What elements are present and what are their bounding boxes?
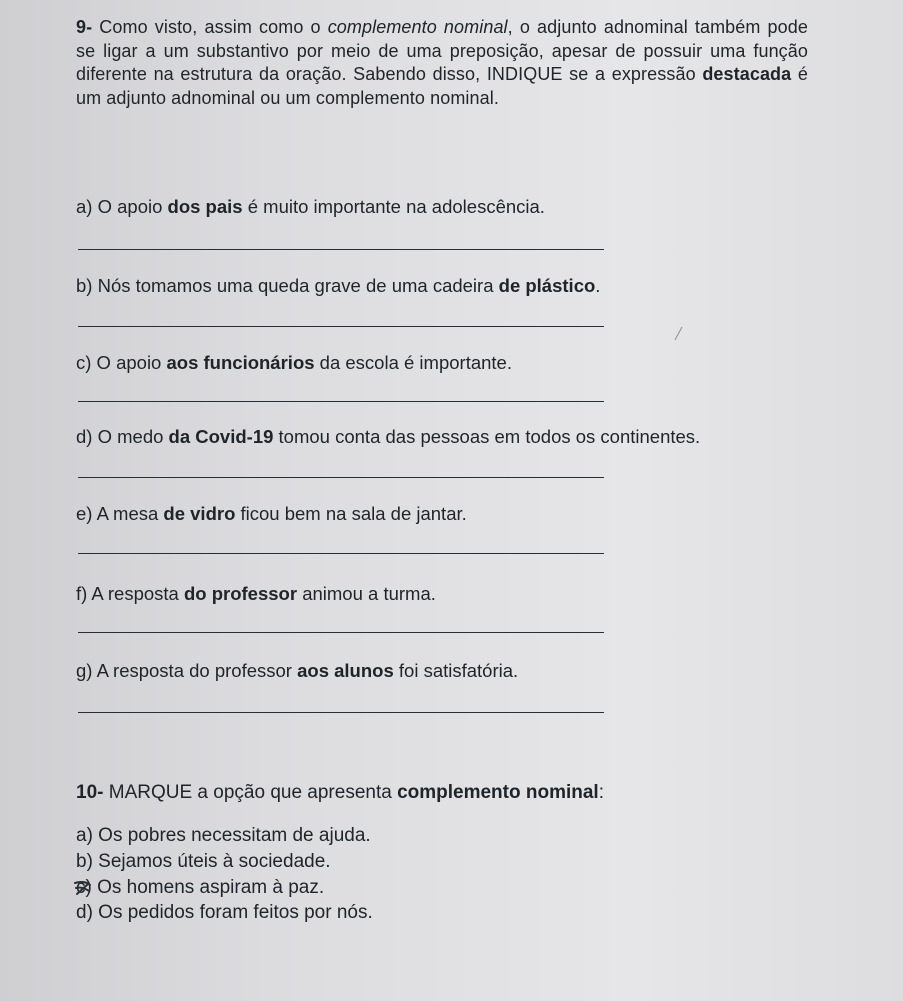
question-9-number: 9- bbox=[76, 17, 93, 37]
item-text: g) A resposta do professor bbox=[76, 660, 298, 681]
question-9-item-b bbox=[76, 275, 600, 297]
question-10-number: 10- bbox=[76, 782, 104, 803]
option-text: Os homens aspiram à paz. bbox=[91, 877, 325, 898]
item-text: da escola é importante. bbox=[314, 352, 512, 373]
option-letter: c) bbox=[76, 877, 92, 898]
option-text: Os pedidos foram feitos por nós. bbox=[92, 902, 373, 923]
answer-line-e[interactable] bbox=[78, 553, 604, 554]
question-9-item-d bbox=[76, 426, 700, 448]
item-highlight: da Covid-19 bbox=[168, 426, 274, 447]
question-9-item-c bbox=[76, 352, 512, 374]
option-letter: d) bbox=[76, 902, 93, 923]
answer-line-c[interactable] bbox=[78, 401, 604, 402]
item-highlight: de vidro bbox=[163, 503, 236, 524]
item-text: e) A mesa bbox=[76, 503, 164, 524]
item-text: d) O medo bbox=[76, 426, 169, 447]
item-text: . bbox=[595, 275, 601, 296]
item-highlight: aos funcionários bbox=[166, 352, 315, 373]
question-9-intro-3: é um adjunto adnominal ou um complemento nominal. bbox=[76, 64, 809, 108]
question-10-prompt-end: : bbox=[598, 782, 604, 803]
question-9-item-g bbox=[76, 660, 518, 682]
question-9-intro-1: Como visto, assim como o bbox=[99, 17, 328, 37]
question-9-item-e bbox=[76, 503, 467, 525]
item-text: f) A resposta bbox=[76, 583, 184, 604]
item-highlight: do professor bbox=[183, 583, 298, 604]
option-letter: b) bbox=[76, 851, 93, 872]
item-text: foi satisfatória. bbox=[393, 660, 519, 681]
question-10-option-c[interactable] bbox=[76, 877, 324, 899]
item-text: é muito importante na adolescência. bbox=[242, 196, 545, 217]
question-10-prompt-text: MARQUE a opção que apresenta bbox=[103, 782, 398, 803]
question-9-intro-emphasis: complemento nominal bbox=[327, 17, 508, 37]
item-highlight: dos pais bbox=[167, 196, 243, 217]
answer-line-d[interactable] bbox=[78, 477, 604, 478]
item-text: a) O apoio bbox=[76, 196, 168, 217]
option-text: Sejamos úteis à sociedade. bbox=[92, 851, 331, 872]
question-9-item-f bbox=[76, 583, 436, 605]
answer-line-b[interactable] bbox=[78, 326, 604, 327]
question-10-prompt-bold: complemento nominal bbox=[397, 782, 599, 803]
answer-line-a[interactable] bbox=[78, 249, 604, 250]
question-9-statement bbox=[76, 16, 808, 110]
question-9-intro-2: , o adjunto adnominal também pode se ligar a um substantivo por meio de uma preposição, apesar de possuir uma função diferente na estrutura da oração. Sabendo disso, INDIQUE se a expressão bbox=[76, 17, 809, 84]
item-text: ficou bem na sala de jantar. bbox=[235, 503, 467, 524]
question-10-option-a[interactable] bbox=[76, 825, 371, 847]
option-letter-marked bbox=[76, 877, 92, 899]
item-text: animou a turma. bbox=[297, 583, 436, 604]
item-highlight: de plástico bbox=[498, 275, 596, 296]
item-text: b) Nós tomamos uma queda grave de uma cadeira bbox=[76, 275, 499, 296]
option-text: Os pobres necessitam de ajuda. bbox=[92, 825, 371, 846]
item-highlight: aos alunos bbox=[297, 660, 394, 681]
question-10-option-d[interactable] bbox=[76, 902, 373, 924]
handwritten-mark-icon bbox=[73, 879, 93, 897]
item-text: c) O apoio bbox=[76, 352, 167, 373]
answer-line-g[interactable] bbox=[78, 712, 604, 713]
question-9-intro-bold: destacada bbox=[702, 64, 792, 84]
question-10-option-b[interactable] bbox=[76, 851, 331, 873]
question-9-item-a bbox=[76, 196, 545, 218]
answer-line-f[interactable] bbox=[78, 632, 604, 633]
option-letter: a) bbox=[76, 825, 93, 846]
item-text: tomou conta das pessoas em todos os continentes. bbox=[273, 426, 701, 447]
pencil-stroke-icon bbox=[672, 326, 684, 342]
question-10-prompt bbox=[76, 782, 604, 804]
